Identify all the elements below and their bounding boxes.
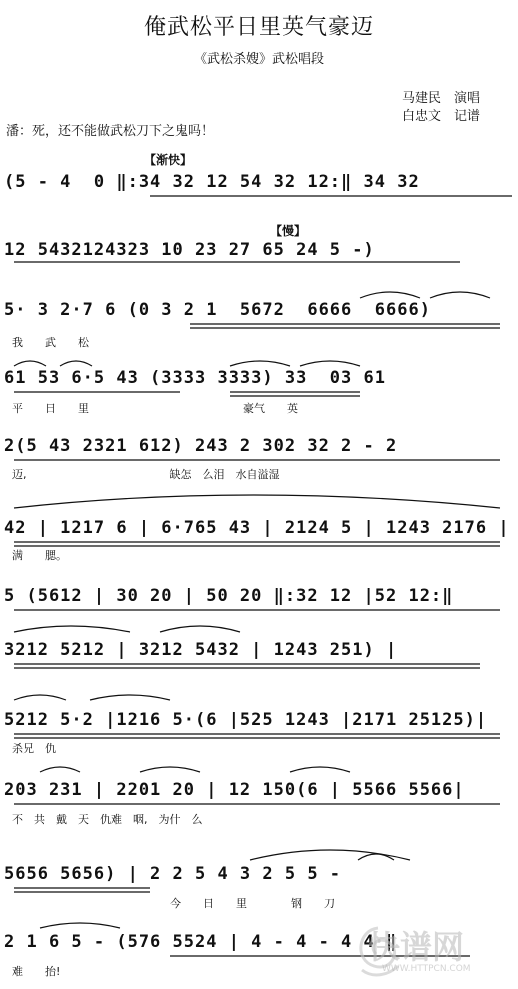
spoken-dialogue: 潘：死，还不能做武松刀下之鬼吗！ <box>6 124 215 139</box>
lyric-line-5: 迈, 缺怎 么泪 水自溢湿 <box>12 468 280 481</box>
score-line-4: 61 53 6·5 43 (3333 3333) 33 03 61 <box>4 368 386 388</box>
tempo-mark-accel: 【渐快】 <box>144 153 193 167</box>
lyric-line-11: 今 日 里 钢 刀 <box>170 897 335 910</box>
score-line-7: 5 (5612 | 30 20 | 50 20 ‖:32 12 |52 12:‖ <box>4 586 454 606</box>
score-line-10: 203 231 | 2201 20 | 12 150(6 | 5566 5566| <box>4 780 465 800</box>
score-line-3: 5· 3 2·7 6 (0 3 2 1 5672 6666 6666) <box>4 300 431 320</box>
site-watermark <box>352 918 512 982</box>
singer-credit: 马建民 演唱 <box>402 91 481 106</box>
watermark-url: WWW.HTTPCN.COM <box>382 964 471 974</box>
lyric-line-3: 我 武 松 <box>12 336 89 349</box>
lyric-line-10: 不 共 戴 天 仇难 咽, 为什 么 <box>12 813 203 826</box>
page-subtitle: 《武松杀嫂》武松唱段 <box>193 52 324 67</box>
lyric-line-4: 平 日 里 豪气 英 <box>12 402 298 415</box>
score-line-12: 2 1 6 5 - (576 5524 | 4 - 4 - 4 4 ‖ <box>4 932 398 952</box>
score-line-2: 12 5432124323 10 23 27 65 24 5 -) <box>4 240 375 260</box>
page-title: 俺武松平日里英气豪迈 <box>143 15 374 40</box>
lyric-line-12: 难 抬! <box>12 965 61 978</box>
score-line-8: 3212 5212 | 3212 5432 | 1243 251) | <box>4 640 398 660</box>
score-line-9: 5212 5·2 |1216 5·(6 |525 1243 |2171 25125)| <box>4 710 488 730</box>
score-line-5: 2(5 43 2321 612) 243 2 302 32 2 - 2 <box>4 436 398 456</box>
score-line-1: (5 - 4 0 ‖:34 32 12 54 32 12:‖ 34 32 <box>4 172 420 192</box>
score-line-11: 5656 5656) | 2 2 5 4 3 2 5 5 - <box>4 864 342 884</box>
score-line-6: 42 | 1217 6 | 6·765 43 | 2124 5 | 1243 2176 | <box>4 518 510 538</box>
transcriber-credit: 白忠文 记谱 <box>402 109 481 124</box>
tempo-mark-slow: 【慢】 <box>270 224 307 238</box>
watermark-text: 快谱网 <box>368 928 465 966</box>
lyric-line-9: 杀兄 仇 <box>12 742 56 755</box>
lyric-line-6: 满 腮。 <box>12 549 67 562</box>
